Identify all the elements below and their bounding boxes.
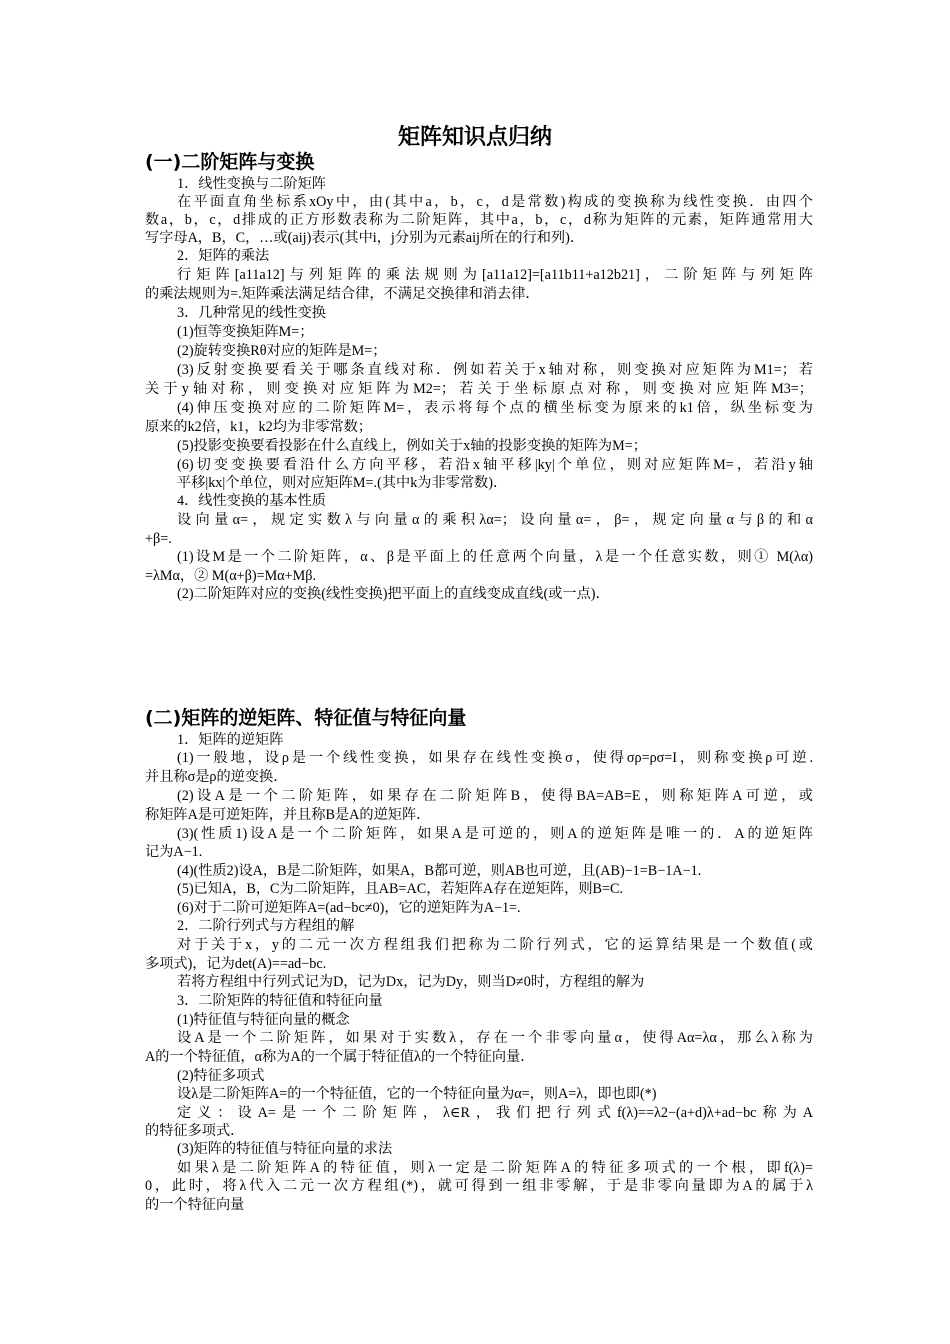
s1-line-11: (3)反射变换要看关于哪条直线对称．例如若关于x轴对称，则变换对应矩阵为M1=；若 — [177, 362, 813, 378]
s2-line-8: (4)(性质2)设A，B是二阶矩阵，如果A，B都可逆，则AB也可逆，且(AB)−1=B−1A−1. — [177, 863, 702, 879]
s1-line-23: (2)二阶矩阵对应的变换(线性变换)把平面上的直线变成直线(或一点)． — [177, 586, 610, 602]
s2-line-17: 设A是一个二阶矩阵，如果对于实数λ，存在一个非零向量α，使得Aα=λα，那么λ称为 — [177, 1030, 813, 1046]
section-2-heading: (二)矩阵的逆矩阵、特征值与特征向量 — [145, 707, 467, 729]
s2-line-1: 1．矩阵的逆矩阵 — [177, 732, 284, 748]
s2-line-15: 3．二阶矩阵的特征值和特征向量 — [177, 993, 383, 1009]
s1-line-10: (2)旋转变换Rθ对应的矩阵是M=； — [177, 343, 387, 359]
s1-line-9: (1)恒等变换矩阵M=； — [177, 324, 314, 340]
s2-line-14: 若将方程组中行列式记为D，记为Dx，记为Dy，则当D≠0时，方程组的解为 — [177, 974, 645, 990]
s2-line-4: (2)设A是一个二阶矩阵，如果存在二阶矩阵B，使得BA=AB=E，则称矩阵A可逆，或 — [177, 788, 813, 804]
s2-line-18: A的一个特征值，α称为A的一个属于特征值λ的一个特征向量． — [145, 1049, 535, 1065]
s1-line-18: 4．线性变换的基本性质 — [177, 493, 326, 509]
s2-line-26: 的一个特征向量 — [145, 1197, 245, 1213]
s2-line-10: (6)对于二阶可逆矩阵A=(ad−bc≠0)，它的逆矩阵为A−1=. — [177, 900, 521, 916]
s2-line-3: 并且称σ是ρ的逆变换． — [145, 769, 288, 785]
s1-line-21: (1)设M是一个二阶矩阵，α、β是平面上的任意两个向量，λ是一个任意实数，则① M(λα) — [177, 549, 813, 565]
s2-line-19: (2)特征多项式 — [177, 1068, 265, 1084]
s2-line-6: (3)(性质1)设A是一个二阶矩阵，如果A是可逆的，则A的逆矩阵是唯一的．A的逆矩阵 — [177, 826, 813, 842]
page-title: 矩阵知识点归纳 — [397, 125, 552, 150]
s1-line-6: 行矩阵[a11a12]与列矩阵的乘法规则为[a11a12]=[a11b11+a12b21]，二阶矩阵与列矩阵 — [177, 267, 813, 283]
s1-line-4: 写字母A，B，C，…或(aij)表示(其中i，j分别为元素aij所在的行和列)． — [145, 230, 585, 246]
section-1-heading: (一)二阶矩阵与变换 — [145, 151, 315, 173]
s2-line-23: (3)矩阵的特征值与特征向量的求法 — [177, 1141, 393, 1157]
s1-line-15: (5)投影变换要看投影在什么直线上，例如关于x轴的投影变换的矩阵为M=； — [177, 438, 647, 454]
s2-line-13: 多项式)，记为det(A)==ad−bc. — [145, 956, 327, 972]
s1-line-3: 数a，b，c，d排成的正方形数表称为二阶矩阵，其中a，b，c，d称为矩阵的元素，矩阵通常用大 — [145, 212, 813, 228]
s2-line-2: (1)一般地，设ρ是一个线性变换，如果存在线性变换σ，使得σρ=ρσ=I，则称变换ρ可逆. — [177, 750, 813, 766]
s1-line-22: =λMα，② M(α+β)=Mα+Mβ. — [145, 568, 316, 584]
s2-line-7: 记为A−1. — [145, 844, 203, 860]
s2-line-24: 如果λ是二阶矩阵A的特征值，则λ一定是二阶矩阵A的特征多项式的一个根，即f(λ)= — [177, 1160, 813, 1176]
s1-line-7: 的乘法规则为=.矩阵乘法满足结合律，不满足交换律和消去律． — [145, 286, 540, 302]
s1-line-2: 在平面直角坐标系xOy中，由(其中a，b，c，d是常数)构成的变换称为线性变换．由四个 — [177, 194, 813, 210]
s2-line-21: 定义：设A=是一个二阶矩阵，λ∈R，我们把行列式f(λ)==λ2−(a+d)λ+ad−bc称为A — [177, 1105, 813, 1121]
s2-line-5: 称矩阵A是可逆矩阵，并且称B是A的逆矩阵． — [145, 807, 431, 823]
s1-line-5: 2．矩阵的乘法 — [177, 248, 270, 264]
s2-line-20: 设λ是二阶矩阵A=的一个特征值，它的一个特征向量为α=，则A=λ，即也即(*) — [177, 1086, 657, 1102]
s2-line-12: 对于关于x，y的二元一次方程组我们把称为二阶行列式，它的运算结果是一个数值(或 — [177, 937, 813, 953]
s1-line-16: (6)切变变换要看沿什么方向平移，若沿x轴平移|ky|个单位，则对应矩阵M=，若沿y轴 — [177, 457, 813, 473]
s1-line-12: 关于y轴对称，则变换对应矩阵为M2=；若关于坐标原点对称，则变换对应矩阵M3=； — [145, 381, 813, 397]
s1-line-1: 1．线性变换与二阶矩阵 — [177, 176, 326, 192]
s1-line-20: +β=. — [145, 531, 172, 547]
s2-line-25: 0，此时，将λ代入二元一次方程组(*)，就可得到一组非零解，于是非零向量即为A的属于λ — [145, 1178, 813, 1194]
s1-line-13: (4)伸压变换对应的二阶矩阵M=，表示将每个点的横坐标变为原来的k1倍，纵坐标变为 — [177, 400, 813, 416]
s2-line-9: (5)已知A，B，C为二阶矩阵，且AB=AC，若矩阵A存在逆矩阵，则B=C. — [177, 881, 623, 897]
s2-line-11: 2．二阶行列式与方程组的解 — [177, 918, 355, 934]
s1-line-19: 设向量α=，规定实数λ与向量α的乘积λα=；设向量α=，β=，规定向量α与β的和α — [177, 512, 813, 528]
s1-line-14: 原来的k2倍，k1，k2均为非零常数； — [145, 419, 373, 435]
s2-line-16: (1)特征值与特征向量的概念 — [177, 1012, 350, 1028]
s2-line-22: 的特征多项式． — [145, 1123, 245, 1139]
s1-line-17: 平移|kx|个单位，则对应矩阵M=.(其中k为非零常数)． — [177, 475, 508, 491]
s1-line-8: 3．几种常见的线性变换 — [177, 305, 326, 321]
